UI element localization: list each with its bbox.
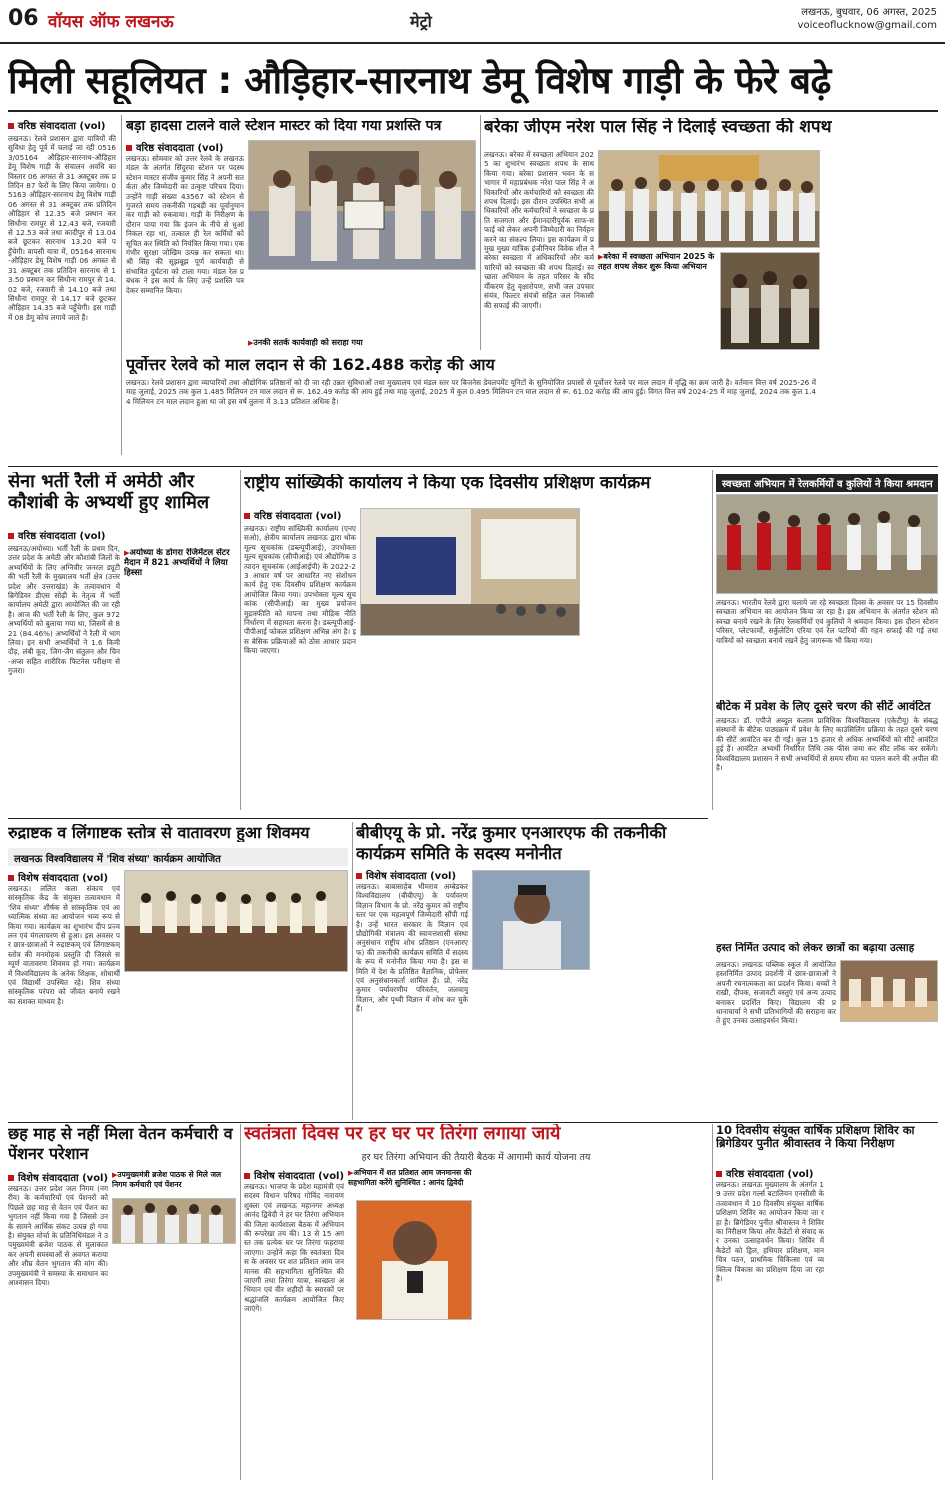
professor-photo-graphic: [473, 871, 590, 970]
lead-headline: मिली सहूलियत : औड़िहार-सारनाथ डेमू विशेष गाड़ी के फेरे बढ़े: [8, 59, 831, 102]
station-master-byline: वरिष्ठ संवाददाता (vol): [126, 140, 246, 154]
divider: [8, 110, 938, 112]
column-divider: [121, 115, 122, 455]
station-master-caption: ▶ उनकी सतर्क कार्यवाही को सराहा गया: [248, 338, 476, 348]
officials-photo-graphic: [721, 253, 820, 350]
bbau-headline: बीबीएयू के प्रो. नरेंद्र कुमार एनआरएफ की तकनीकी कार्यक्रम समिति के सदस्य मनोनीत: [356, 823, 667, 863]
salary-headline: छह माह से नहीं मिला वेतन कर्मचारी व पेंशनर परेशान: [8, 1124, 233, 1163]
column-divider: [240, 470, 241, 810]
bbau-byline: विशेष संवाददाता (vol): [356, 868, 476, 882]
shiv-sandhya-body-cont: [236, 976, 348, 1116]
handicraft-photo-graphic: [841, 961, 938, 1022]
cleanliness-oath-headline: बरेका जीएम नरेश पाल सिंह ने दिलाई स्वच्छता की शपथ: [484, 118, 832, 137]
column-divider: [240, 1124, 241, 1480]
award-photo: [248, 140, 476, 270]
bbau-body: लखनऊ। बाबासाहेब भीमराव अम्बेडकर विश्वविद्यालय (बीबीएयू) के पर्यावरण विज्ञान विभाग के प्रो. नरेंद्र कुमार को राष्ट्रीय स्तर पर एक महत्वपूर्ण जिम्मेदारी सौंपी गई है। उन्हें भारत सरकार के विज्ञान एवं प्रौद्योगिकी मंत्रालय की स्वायत्तशासी संस्था अनुसंधान राष्ट्रीय शोध प्रतिष्ठान (एनआरएफ) की तकनीकी कार्यक्रम समिति में सदस्य के रूप में मनोनीत किया गया है। इस समिति में देश के प्रतिष्ठित वैज्ञानिक, प्रोफेसर एवं अनुसंधानकर्ता शामिल हैं। प्रो. नरेंद्र कुमार पर्यावरणीय परिवर्तन, जलवायु विज्ञान, और पृथ्वी विज्ञान में शोध कर चुके हैं।: [356, 882, 468, 1014]
column-divider: [712, 470, 713, 810]
statistics-headline: राष्ट्रीय सांख्यिकी कार्यालय ने किया एक दिवसीय प्रशिक्षण कार्यक्रम: [244, 474, 651, 493]
army-rally-body: लखनऊ/अयोध्या। भर्ती रैली के प्रथम दिन, उत्तर प्रदेश के अमेठी और कौशांबी जिलों के अभ्यर्थियों के लिए अग्निवीर जनरल ड्यूटी की भर्ती रैली के मुख्यालय भर्ती क्षेत्र (उत्तर प्रदेश और उत्तराखंड) के तत्वावधान में ब्रिगेडियर डीएस सोढ़ी के नेतृत्व में भर्ती कार्यालय अमेठी द्वारा आयोजित की जा रही है। आज की भर्ती रैली के लिए, कुल 972 अभ्यर्थियों को बुलाया गया था, जिसमें से 821 (84.46%) अभ्यर्थियों ने रैली में भाग लिया। इन सभी अभ्यर्थियों ने 1.6 किमी दौड़, लंबी कूद, जिग-जैग संतुलन और चिन-अप्स सहित शारीरिक फिटनेस परीक्षण से गुजरा।: [8, 544, 120, 676]
handicraft-body-cont: [716, 1100, 938, 1120]
statistics-body-cont: [360, 640, 468, 810]
statistics-body-cont: [584, 508, 708, 810]
tiranga-pullquote: ▶ अभियान में शत प्रतिशत आम जनमानस की सहभागिता करेंगे सुनिश्चित : आनंद द्विवेदी: [348, 1168, 472, 1188]
issue-date: लखनऊ, बुधवार, 06 अगस्त, 2025: [801, 7, 937, 18]
btech-body: लखनऊ। डॉ. एपीजे अब्दुल कलाम प्राविधिक विश्वविद्यालय (एकेटीयू) के संबद्ध संस्थानों के बीटेक पाठ्यक्रम में प्रवेश के लिए काउंसिलिंग प्रक्रिया के तहत दूसरे चरण की सीटें आवंटित कर दी गईं। कुल 15 हजार से अधिक अभ्यर्थियों को सीटें आवंटित हुई हैं। आवंटित अभ्यर्थी निर्धारित तिथि तक फीस जमा कर सीट लॉक कर सकेंगे। विश्वविद्यालय प्रशासन ने सभी अभ्यर्थियों से समय सीमा का पालन करने की अपील की है।: [716, 716, 938, 773]
shiv-sandhya-body: लखनऊ। ललित कला संकाय एवं सांस्कृतिक केंद्र के संयुक्त तत्वावधान में 'शिव संध्या' शीर्षक से सांस्कृतिक एवं आध्यात्मिक संध्या का आयोजन भव्य रूप से किया गया। कार्यक्रम का शुभारंभ दीप प्रज्वलन एवं मंगलाचरण से हुआ। इस अवसर पर छात्र-छात्राओं ने रुद्राष्टकम् एवं लिंगाष्टकम् स्तोत्र की मनमोहक प्रस्तुति दी जिससे सम्पूर्ण वातावरण शिवमय हो गया। कार्यक्रम में विश्वविद्यालय के अनेक शिक्षक, शोधार्थी एवं विद्यार्थी उपस्थित रहे। शिव संध्या सांस्कृतिक परंपरा को जीवंत बनाये रखने का सशक्त माध्यम है।: [8, 884, 120, 1006]
shiv-sandhya-byline: विशेष संवाददाता (vol): [8, 870, 120, 884]
shiv-sandhya-body-cont: [124, 976, 232, 1116]
training-photo: [360, 508, 580, 636]
handicraft-photo: [840, 960, 938, 1022]
contact-email: voiceoflucknow@gmail.com: [797, 20, 937, 31]
officials-photo: [720, 252, 820, 350]
delegation-photo-graphic: [113, 1199, 236, 1244]
shiv-sandhya-photo: [124, 870, 348, 972]
publication-name: वॉयस ऑफ लखनऊ: [48, 12, 174, 32]
masthead: [0, 0, 945, 44]
shramdaan-body: लखनऊ। भारतीय रेलवे द्वारा चलाये जा रहे स्वच्छता दिवस के अवसर पर 15 दिवसीय स्वच्छता अभियान का आयोजन किया जा रहा है। इस अभियान के अंतर्गत स्टेशन को स्वच्छ बनाये रखने के लिए रेलकर्मियों एवं कुलियों ने श्रमदान किया। इस दौरान स्टेशन परिसर, प्लेटफार्मों, सर्कुलेटिंग एरिया एवं रेल पटरियों की गहन सफाई की गई तथा यात्रियों को स्वच्छता बनाये रखने हेतु जागरूक भी किया गया।: [716, 598, 938, 645]
salary-byline: विशेष संवाददाता (vol): [8, 1170, 108, 1184]
shramdaan-photo: [716, 494, 938, 594]
tiranga-byline: विशेष संवाददाता (vol): [244, 1168, 344, 1182]
shramdaan-photo-graphic: [717, 495, 938, 594]
station-master-body: लखनऊ। सोमवार को उत्तर रेलवे के लखनऊ मंडल के अंतर्गत सिंदुरवा स्टेशन पर पदस्थ स्टेशन मास्टर संजीव कुमार सिंह ने अपनी सतर्कता और जिम्मेदारी का उत्कृष्ट परिचय दिया। उन्होंने गाड़ी संख्या 43567 को स्टेशन से गुजरते समय तकनीकी गड़बड़ी का पूर्वानुमान कर गाड़ी को रुकवाया। गाड़ी के निरीक्षण के दौरान पाया गया कि इंजन के नीचे से धुआं निकल रहा था, तत्काल ही रेल कर्मियों को सूचित कर स्थिति को नियंत्रित किया गया। एक गंभीर सुरक्षा जोखिम उत्पन्न कर सकता था। श्री सिंह की सूझबूझ पूर्ण कार्यवाही से संभावित दुर्घटना को टाला गया। मंडल रेल प्रबंधक ने इस कार्य के लिए उन्हें प्रशस्ति पत्र देकर सम्मानित किया।: [126, 154, 244, 295]
freight-headline: पूर्वोत्तर रेलवे को माल लदान से की 162.488 करोड़ की आय: [126, 356, 495, 374]
oath-photo-graphic: [599, 151, 820, 248]
army-rally-body-cont: [124, 585, 236, 807]
leader-photo-graphic: [357, 1201, 472, 1320]
statistics-body-cont: [472, 640, 580, 810]
cleanliness-oath-body-cont: [824, 150, 939, 450]
army-rally-byline: वरिष्ठ संवाददाता (vol): [8, 528, 208, 542]
lead-byline: वरिष्ठ संवाददाता (vol): [8, 118, 118, 132]
column-divider: [480, 115, 481, 350]
ncc-headline: 10 दिवसीय संयुक्त वार्षिक प्रशिक्षण शिविर का ब्रिगेडियर पुनीत श्रीवास्तव ने किया निरीक्षण: [716, 1124, 915, 1151]
handicraft-headline: हस्त निर्मित उत्पाद को लेकर छात्रों का बढ़ाया उत्साह: [716, 942, 915, 954]
army-rally-headline: सेना भर्ती रैली में अमेठी और कौशांबी के अभ्यर्थी हुए शामिल: [8, 472, 210, 513]
lead-body: लखनऊ। रेलवे प्रशासन द्वारा यात्रियों की सुविधा हेतु पूर्व में चलाई जा रही 05163/05164 औड़िहार-सारनाथ-औड़िहार डेमू विशेष गाड़ी के संचालन अवधि का विस्तार 06 अगस्त से 31 अक्टूबर तक प्रतिदिन 87 फेरों के लिए किया जायेगा। 05163 औड़िहार-सारनाथ डेमू विशेष गाड़ी 06 अगस्त से 31 अक्टूबर तक प्रतिदिन औड़िहार से 12.35 बजे प्रस्थान कर सिधौना रामपुर से 12.43 बजे, रजवारी से 12.53 बजे तथा कादीपुर से 13.04 बजे छूटकर सारनाथ 13.20 बजे पहुँचेगी। वापसी यात्रा में, 05164 सारनाथ-औड़िहार डेमू विशेष गाड़ी 06 अगस्त से 31 अक्टूबर तक प्रतिदिन सारनाथ से 13.50 प्रस्थान कर सिधौना रामपुर से 14.02 बजे, रजवारी से 14.10 बजे तथा सिधौना रामपुर से 14.17 बजे छूटकर औड़िहार 14.35 बजे पहुँचेगी। इस गाड़ी में 08 डेमू कोच लगाये जाते हैं।: [8, 134, 116, 322]
shiv-sandhya-headline: रुद्राष्टक व लिंगाष्टक स्तोत्र से वातावरण हुआ शिवमय: [8, 824, 310, 842]
handicraft-body: लखनऊ। लखनऊ पब्लिक स्कूल में आयोजित हस्तनिर्मित उत्पाद प्रदर्शनी में छात्र-छात्राओं ने अपनी रचनात्मकता का प्रदर्शन किया। बच्चों ने राखी, दीपक, सजावटी वस्तुएं एवं अन्य उत्पाद बनाकर प्रदर्शित किए। विद्यालय की प्रधानाचार्या ने सभी प्रतिभागियों की सराहना करते हुए उनका उत्साहवर्धन किया।: [716, 960, 836, 1026]
salary-body: लखनऊ। उत्तर प्रदेश जल निगम (नगरीय) के कर्मचारियों एवं पेंशनरों को पिछले छह माह से वेतन एवं पेंशन का भुगतान नहीं किया गया है जिससे उनके सामने आर्थिक संकट उत्पन्न हो गया है। संयुक्त मोर्चा के प्रतिनिधिमंडल ने उपमुख्यमंत्री ब्रजेश पाठक से मुलाकात कर अपनी समस्याओं से अवगत कराया और शीघ्र वेतन भुगतान की मांग की। उपमुख्यमंत्री ने समस्या के समाधान का आश्वासन दिया।: [8, 1184, 108, 1288]
leader-photo: [356, 1200, 472, 1320]
professor-photo: [472, 870, 590, 970]
column-divider: [352, 822, 353, 1120]
ncc-body-cont: [828, 1166, 938, 1479]
shramdaan-headline: स्वच्छता अभियान में रेलकर्मियों व कुलियों ने किया श्रमदान: [716, 474, 938, 492]
btech-headline: बीटेक में प्रवेश के लिए दूसरे चरण की सीटें आवंटित: [716, 700, 931, 713]
tiranga-body-cont: [476, 1168, 588, 1479]
cleanliness-oath-caption: ▶ बरेका में स्वच्छता अभियान 2025 के तहत शपथ लेकर शुरू किया अभियान: [598, 252, 718, 272]
shiv-sandhya-subhead: लखनऊ विश्वविद्यालय में 'शिव संध्या' कार्यक्रम आयोजित: [8, 848, 348, 866]
ncc-body: लखनऊ। लखनऊ मुख्यालय के अंतर्गत 19 उत्तर प्रदेश गर्ल्स बटालियन एनसीसी के तत्वावधान में 10 दिवसीय संयुक्त वार्षिक प्रशिक्षण शिविर का आयोजन किया जा रहा है। ब्रिगेडियर पुनीत श्रीवास्तव ने शिविर का निरीक्षण किया और कैडेटों से संवाद कर उनका उत्साहवर्धन किया। शिविर में कैडेटों को ड्रिल, हथियार प्रशिक्षण, मानचित्र पठन, प्राथमिक चिकित्सा एवं व्यक्तित्व विकास का प्रशिक्षण दिया जा रहा है।: [716, 1180, 824, 1284]
salary-subhead: ▶ उपमुख्यमंत्री ब्रजेश पाठक से मिले जल निगम कर्मचारी एवं पेंशनर: [112, 1170, 236, 1190]
page-number: 06: [8, 6, 39, 31]
statistics-body: लखनऊ। राष्ट्रीय सांख्यिकी कार्यालय (एनएसओ), क्षेत्रीय कार्यालय लखनऊ द्वारा थोक मूल्य सूचकांक (डब्ल्यूपीआई), उपभोक्ता मूल्य सूचकांक (सीपीआई) एवं औद्योगिक उत्पादन सूचकांक (आईआईपी) के 2022-23 आधार वर्ष पर आधारित नए संशोधन कार्य हेतु एक दिवसीय प्रशिक्षण कार्यक्रम आयोजित किया गया। उपभोक्ता मूल्य सूचकांक (सीपीआई) का मुख्य प्रयोजन मुद्रास्फीति को मापना तथा मौद्रिक नीति निर्धारण में सहायता करना है। डब्ल्यूपीआई-पीपीआई फोकल प्रशिक्षण अभिन्न अंग है। इस बेसिक प्रक्रियाओं को ठोस आधार प्रदान किया जाएगा।: [244, 524, 356, 656]
station-master-headline: बड़ा हादसा टालने वाले स्टेशन मास्टर को दिया गया प्रशस्ति पत्र: [126, 118, 442, 134]
divider: [8, 818, 708, 819]
cleanliness-oath-body: लखनऊ। बरेका में स्वच्छता अभियान 2025 का शुभारंभ स्वच्छता शपथ के साथ किया गया। बरेका प्रशासन भवन के सभागार में महाप्रबंधक नरेश पाल सिंह ने अधिकारियों और कर्मचारियों को स्वच्छता की शपथ दिलाई। इस दौरान उपस्थित सभी अधिकारियों और कर्मचारियों ने स्वच्छता के प्रति सजगता और ईमानदारीपूर्वक साफ-सफाई को लेकर अपनी जिम्मेदारी का निर्वहन करने का संकल्प लिया। इस कार्यक्रम में प्रमुख मुख्य यांत्रिक इंजीनियर विवेक शील ने बरेका स्वच्छता में अधिकारियों और कर्मचारियों को स्वच्छता की शपथ दिलाई। स्वच्छता अभियान के तहत परिसर के सौंदर्यीकरण हेतु वृक्षारोपण, सभी जल उपचार संयंत्र, फिल्टर संयंत्रों सहित जल निकासी की सफाई की जाएगी।: [484, 150, 594, 310]
date-line: [798, 6, 937, 32]
tiranga-body-cont: [356, 1326, 472, 1479]
oath-photo: [598, 150, 820, 248]
tiranga-body-cont: [592, 1168, 708, 1479]
training-photo-graphic: [361, 509, 580, 636]
salary-body-cont: [112, 1248, 236, 1479]
bbau-body-cont: [472, 974, 590, 1118]
delegation-photo: [112, 1198, 236, 1244]
divider: [8, 1122, 938, 1123]
divider: [8, 466, 938, 467]
bbau-body-cont: [594, 870, 708, 1118]
tiranga-subhead: हर घर तिरंगा अभियान की तैयारी बैठक में आगामी कार्य योजना तय: [361, 1152, 591, 1163]
ncc-byline: वरिष्ठ संवाददाता (vol): [716, 1166, 836, 1180]
award-photo-graphic: [249, 141, 476, 270]
tiranga-body: लखनऊ। भाजपा के प्रदेश महामंत्री एवं सदस्य विधान परिषद गोविंद नारायण शुक्ला एवं लखनऊ महानगर अध्यक्ष आनंद द्विवेदी ने हर घर तिरंगा अभियान की जिला कार्यशाला बैठक में अभियान की रूपरेखा तय की। 13 से 15 अगस्त तक प्रत्येक घर पर तिरंगा फहराया जाएगा। उन्होंने कहा कि स्वतंत्रता दिवस के अवसर पर शत प्रतिशत आम जनमानस की सहभागिता सुनिश्चित की जाएगी तथा तिरंगा यात्रा, स्वच्छता अभियान एवं वीर शहीदों के स्मारकों पर श्रद्धांजलि कार्यक्रम आयोजित किए जाएंगे।: [244, 1182, 344, 1314]
section-name: मेट्रो: [410, 12, 432, 31]
column-divider: [712, 1124, 713, 1480]
army-rally-subhead: ▶ अयोध्या के डोगरा रेजिमेंटल सेंटर मैदान में 821 अभ्यर्थियों ने लिया हिस्सा: [124, 548, 236, 578]
shiv-sandhya-photo-graphic: [125, 871, 348, 972]
statistics-byline: वरिष्ठ संवाददाता (vol): [244, 508, 364, 522]
freight-body: लखनऊ। रेलवे प्रशासन द्वारा व्यापारियों तथा औद्योगिक प्रतिष्ठानों को दी जा रही उन्नत सुविधाओं तथा मुख्यालय एवं मंडल स्तर पर बिजनेस डेवलपमेंट यूनिटों के सुनियोजित प्रयासों से पूर्वोत्तर रेलवे पर माल लदान में वृद्धि का क्रम जारी है। वर्तमान वित्त वर्ष 2025-26 में माह जुलाई, 2025 तक कुल 1.485 मिलियन टन माल लदान से रू. 162.49 करोड़ की आय हुई तथा माह जुलाई, 2025 में कुल 0.495 मिलियन टन माल लदान से रू. 61.02 करोड़ की आय हुई। विगत वित्त वर्ष 2024-25 में माह जुलाई, 2024 तक कुल 1.44 मिलियन टन माल लदान हुआ था जो इस वर्ष तुलना में 3.13 प्रतिशत अधिक है।: [126, 378, 816, 406]
tiranga-headline: स्वतंत्रता दिवस पर हर घर पर तिरंगा लगाया जाये: [244, 1124, 561, 1144]
